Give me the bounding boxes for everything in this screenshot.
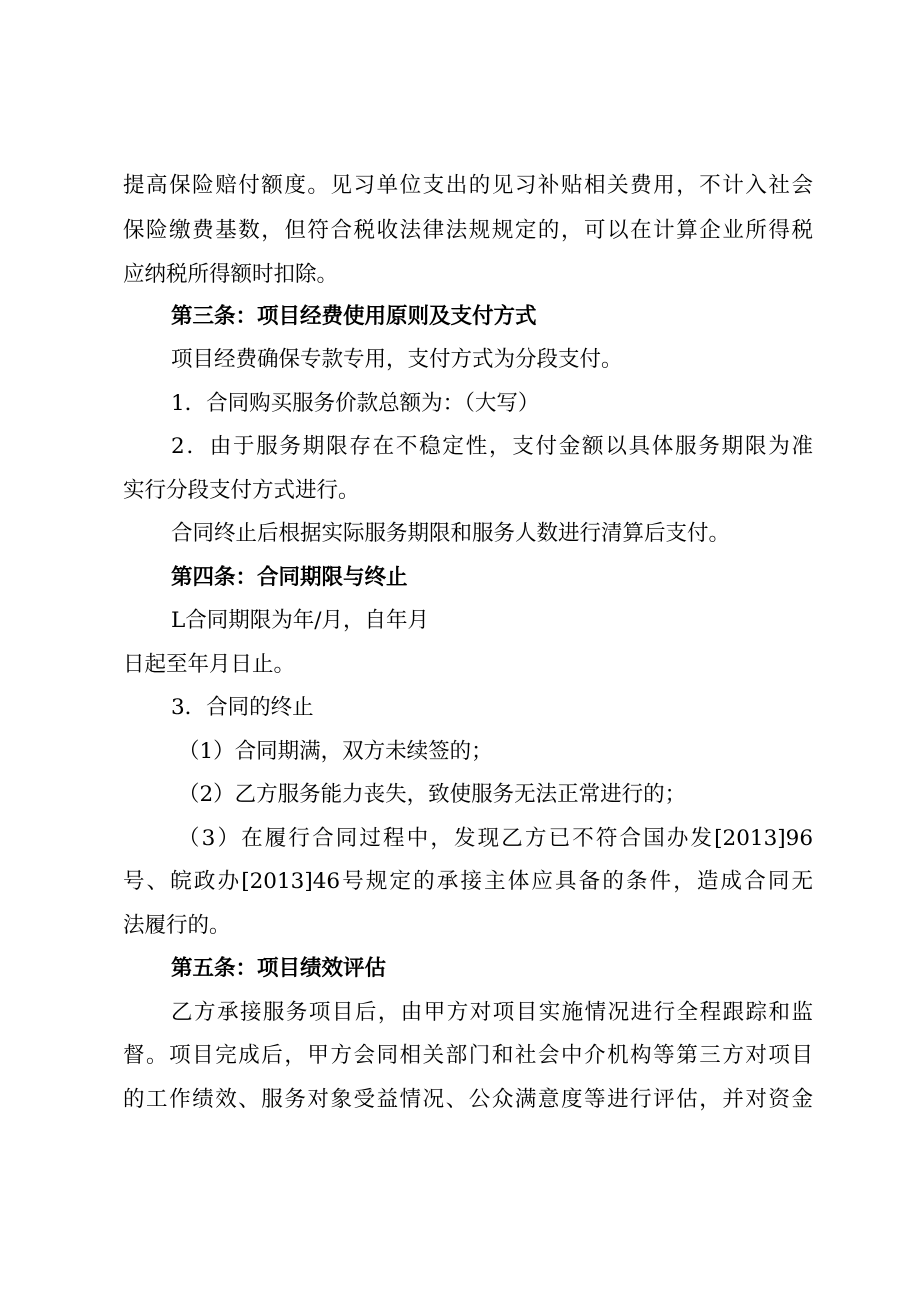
- sub-item-2: （2）乙方服务能力丧失，致使服务无法正常进行的；: [178, 782, 687, 807]
- list-item-1: 1．合同购买服务价款总额为：（大写）: [171, 391, 540, 416]
- body-line: 应纳税所得额时扣除。: [123, 262, 339, 287]
- list-item-2: 2．由于服务期限存在不稳定性，支付金额以具体服务期限为准: [171, 434, 813, 459]
- body-line: 号、皖政办[2013]46号规定的承接主体应具备的条件，造成合同无: [123, 869, 813, 894]
- body-line: 督。项目完成后，甲方会同相关部门和社会中介机构等第三方对项目: [123, 1043, 813, 1068]
- body-line: 合同终止后根据实际服务期限和服务人数进行清算后支付。: [171, 521, 731, 546]
- section-heading-3: 第三条：项目经费使用原则及支付方式: [171, 304, 537, 329]
- sub-item-3: （3）在履行合同过程中，发现乙方已不符合国办发[2013]96: [178, 826, 813, 851]
- body-line: 保险缴费基数，但符合税收法律法规规定的，可以在计算企业所得税: [123, 218, 813, 243]
- body-line: 实行分段支付方式进行。: [123, 478, 360, 503]
- section-heading-5: 第五条：项目绩效评估: [171, 956, 387, 981]
- body-line: 项目经费确保专款专用，支付方式为分段支付。: [171, 347, 623, 372]
- sub-item-1: （1）合同期满，双方未续签的；: [178, 739, 493, 764]
- list-item-l: L合同期限为年/月，自年月: [171, 608, 430, 633]
- body-line: 日起至年月日止。: [123, 652, 296, 677]
- body-line: 乙方承接服务项目后，由甲方对项目实施情况进行全程跟踪和监: [171, 1000, 813, 1025]
- section-heading-4: 第四条：合同期限与终止: [171, 565, 408, 590]
- body-line: 法履行的。: [123, 913, 231, 938]
- body-line: 的工作绩效、服务对象受益情况、公众满意度等进行评估，并对资金: [123, 1087, 813, 1112]
- body-line: 提高保险赔付额度。见习单位支出的见习补贴相关费用，不计入社会: [123, 173, 813, 198]
- list-item-3: 3．合同的终止: [171, 695, 314, 720]
